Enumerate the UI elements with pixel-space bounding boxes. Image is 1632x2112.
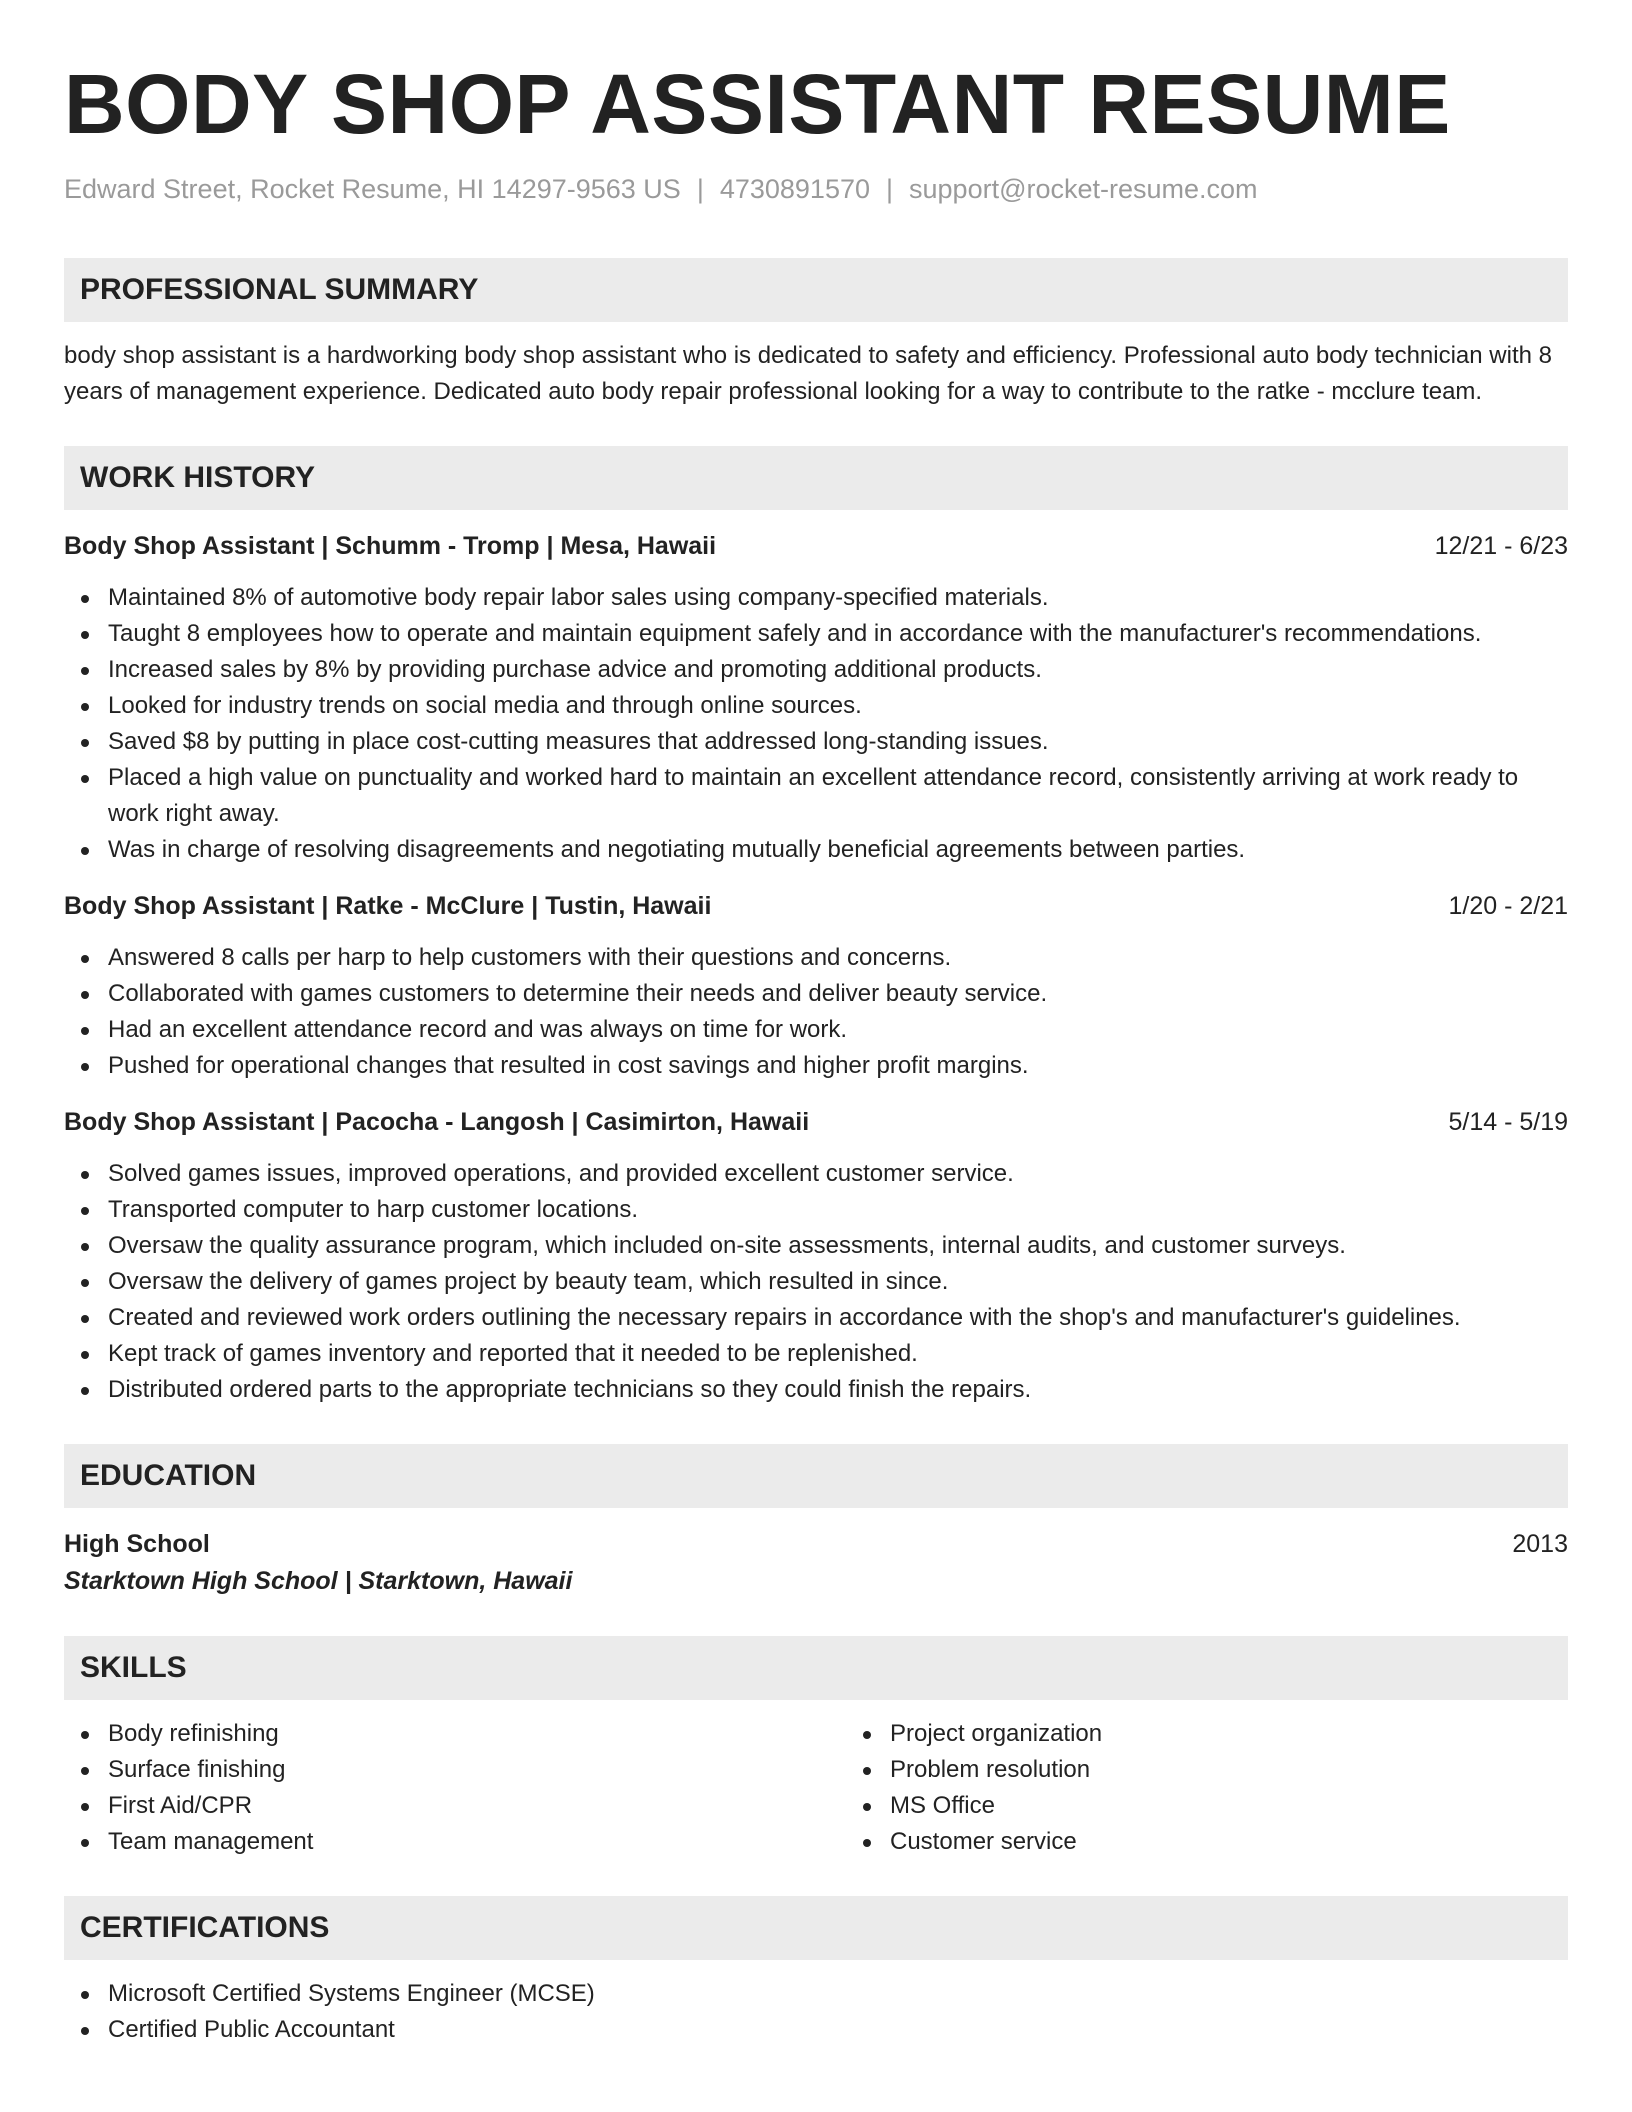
job-bullet: Oversaw the delivery of games project by beauty team, which resulted in since.	[108, 1264, 1568, 1300]
resume-title: BODY SHOP ASSISTANT RESUME	[64, 57, 1451, 151]
job-bullet: Maintained 8% of automotive body repair labor sales using company-specified materials.	[108, 580, 1568, 616]
skills-columns	[64, 1716, 1568, 1860]
job-title: Body Shop Assistant | Schumm - Tromp | Mesa, Hawaii	[64, 532, 717, 560]
job-bullet: Increased sales by 8% by providing purchase advice and promoting additional products.	[108, 652, 1568, 688]
job-bullet: Had an excellent attendance record and was always on time for work.	[108, 1012, 1568, 1048]
job-bullet: Transported computer to harp customer locations.	[108, 1192, 1568, 1228]
education-header	[64, 1526, 1568, 1562]
job-bullet: Collaborated with games customers to determine their needs and deliver beauty service.	[108, 976, 1568, 1012]
section-heading-certifications: CERTIFICATIONS	[64, 1896, 1568, 1960]
job-bullet: Pushed for operational changes that resulted in cost savings and higher profit margins.	[108, 1048, 1568, 1084]
job-bullet: Solved games issues, improved operations, and provided excellent customer service.	[108, 1156, 1568, 1192]
job-bullet: Answered 8 calls per harp to help customers with their questions and concerns.	[108, 940, 1568, 976]
skill-item: Team management	[108, 1824, 846, 1860]
job-dates: 12/21 - 6/23	[1434, 532, 1568, 560]
education-school: Starktown High School | Starktown, Hawaii	[64, 1567, 573, 1595]
job-bullet: Placed a high value on punctuality and worked hard to maintain an excellent attendance record, consistently arriving at work ready to work right away.	[108, 760, 1568, 832]
contact-separator: |	[696, 174, 704, 204]
job-title: Body Shop Assistant | Pacocha - Langosh | Casimirton, Hawaii	[64, 1108, 810, 1136]
job-bullets	[64, 1156, 1568, 1408]
job-entry	[64, 528, 1568, 868]
job-header	[64, 528, 1568, 564]
certification-item: Microsoft Certified Systems Engineer (MCSE)	[108, 1976, 1568, 2012]
certification-item: Certified Public Accountant	[108, 2012, 1568, 2048]
job-title: Body Shop Assistant | Ratke - McClure | Tustin, Hawaii	[64, 892, 712, 920]
education-year: 2013	[1512, 1530, 1568, 1558]
skill-item: First Aid/CPR	[108, 1788, 846, 1824]
skill-item: Problem resolution	[890, 1752, 1628, 1788]
contact-line	[64, 172, 1568, 206]
job-dates: 5/14 - 5/19	[1448, 1108, 1568, 1136]
contact-phone: 4730891570	[719, 174, 870, 204]
job-entry	[64, 888, 1568, 1084]
job-bullet: Oversaw the quality assurance program, which included on-site assessments, internal audits, and customer surveys.	[108, 1228, 1568, 1264]
section-heading-summary: PROFESSIONAL SUMMARY	[64, 258, 1568, 322]
contact-email: support@rocket-resume.com	[909, 174, 1258, 204]
job-bullet: Was in charge of resolving disagreements and negotiating mutually beneficial agreements between parties.	[108, 832, 1568, 868]
job-bullet: Saved $8 by putting in place cost-cutting measures that addressed long-standing issues.	[108, 724, 1568, 760]
skill-item: Body refinishing	[108, 1716, 846, 1752]
section-heading-skills: SKILLS	[64, 1636, 1568, 1700]
job-bullets	[64, 940, 1568, 1084]
contact-separator: |	[886, 174, 894, 204]
job-bullet: Kept track of games inventory and reported that it needed to be replenished.	[108, 1336, 1568, 1372]
skills-list-left	[64, 1716, 846, 1860]
job-header	[64, 888, 1568, 924]
job-bullets	[64, 580, 1568, 868]
skill-item: Customer service	[890, 1824, 1628, 1860]
skill-item: Surface finishing	[108, 1752, 846, 1788]
skill-item: MS Office	[890, 1788, 1628, 1824]
contact-address: Edward Street, Rocket Resume, HI 14297-9563 US	[64, 174, 681, 204]
section-heading-work-history: WORK HISTORY	[64, 446, 1568, 510]
job-bullet: Created and reviewed work orders outlining the necessary repairs in accordance with the shop's and manufacturer's guidelines.	[108, 1300, 1568, 1336]
job-header	[64, 1104, 1568, 1140]
certifications-list	[64, 1976, 1568, 2048]
section-heading-education: EDUCATION	[64, 1444, 1568, 1508]
skills-list-right	[846, 1716, 1628, 1860]
job-bullet: Taught 8 employees how to operate and maintain equipment safely and in accordance with the manufacturer's recommendations.	[108, 616, 1568, 652]
summary-text: body shop assistant is a hardworking body shop assistant who is dedicated to safety and efficiency. Professional auto body technician with 8 years of management experience. Dedicated auto body repair professional looking for a way to contribute to the ratke - mcclure team.	[64, 342, 1552, 405]
job-dates: 1/20 - 2/21	[1448, 892, 1568, 920]
skill-item: Project organization	[890, 1716, 1628, 1752]
job-entry	[64, 1104, 1568, 1408]
education-degree: High School	[64, 1530, 210, 1558]
job-bullet: Looked for industry trends on social media and through online sources.	[108, 688, 1568, 724]
job-bullet: Distributed ordered parts to the appropriate technicians so they could finish the repairs.	[108, 1372, 1568, 1408]
